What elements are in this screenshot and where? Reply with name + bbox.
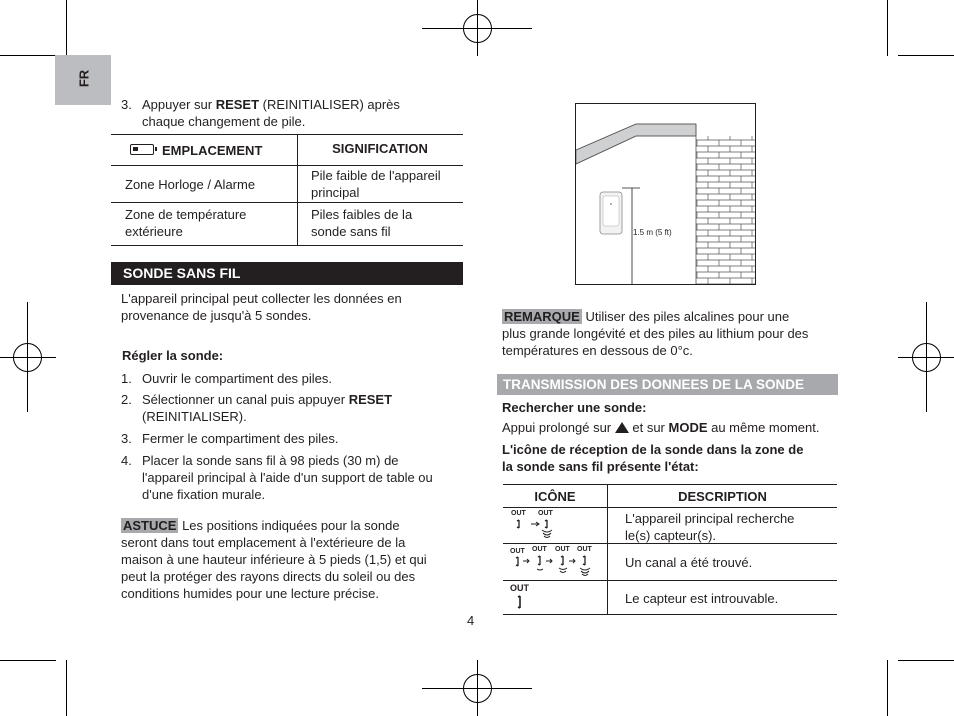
table-cell: Piles faibles de la sonde sans fil: [311, 207, 413, 239]
table-cell: Un canal a été trouvé.: [625, 555, 753, 570]
house-wall-drawing: [576, 104, 756, 285]
sensor-placement-illustration: [575, 103, 756, 285]
height-label: 1.5 m (5 ft): [633, 228, 672, 237]
section-header-wireless: SONDE SANS FIL: [111, 262, 463, 285]
registration-circle: [13, 343, 42, 372]
tip-tag: ASTUCE: [123, 518, 177, 533]
language-tab: [55, 55, 111, 105]
crop-mark: [66, 660, 67, 716]
searching-signal-icon: OUT OUT: [509, 510, 569, 540]
note-tag: REMARQUE: [504, 309, 580, 324]
battery-icon: [130, 144, 154, 155]
table-cell: Le capteur est introuvable.: [625, 591, 779, 606]
crop-mark: [66, 0, 67, 56]
column-header-icon: ICÔNE: [534, 489, 576, 504]
intro-text: L'appareil principal peut collecter les données en provenance de jusqu'à 5 sondes.: [121, 291, 402, 323]
table-cell: L'appareil principal recherche le(s) capteur(s).: [625, 511, 795, 543]
setup-step-3: 3. Fermer le compartiment des piles.: [121, 431, 339, 446]
search-text: Appui prolongé sur et sur MODE au même moment.: [502, 420, 820, 435]
column-header-location: EMPLACEMENT: [162, 143, 263, 158]
column-header-meaning: SIGNIFICATION: [332, 141, 428, 156]
crop-mark: [0, 55, 56, 56]
language-tab-label: FR: [76, 69, 92, 88]
step-3: 3. Appuyer sur RESET (REINITIALISER) après chaque changement de pile.: [121, 97, 400, 129]
table-cell: Zone de température extérieure: [125, 207, 247, 239]
setup-step-2: 2. Sélectionner un canal puis appuyer RESET (REINITIALISER).: [121, 392, 393, 424]
up-arrow-icon: [615, 422, 629, 433]
battery-table: [111, 134, 463, 246]
crop-mark: [887, 0, 888, 56]
page-number: 4: [467, 613, 475, 628]
section-header-transmission: TRANSMISSION DES DONNEES DE LA SONDE: [497, 374, 838, 395]
tip-block: ASTUCE Les positions indiquées pour la sonde seront dans tout emplacement à l'extérieure de la maison à une hauteur inférieure à 5 pieds (1,5) et qui peut la protéger des rayons directs du soleil ou des conditions humides pour une lecture précise.: [121, 518, 427, 601]
sensor-not-found-icon: OUT: [509, 583, 549, 613]
note-block: REMARQUE Utiliser des piles alcalines pour une plus grande longévité et des piles au lithium pour des températures en dessous de 0°c.: [502, 309, 809, 358]
setup-step-1: 1. Ouvrir le compartiment des piles.: [121, 371, 333, 386]
setup-title: Régler la sonde:: [122, 348, 224, 363]
registration-circle: [463, 674, 492, 703]
registration-circle: [912, 343, 941, 372]
registration-circle: [463, 14, 492, 43]
icon-table: [503, 484, 837, 615]
channel-found-icon: OUT OUT OUT OUT: [509, 546, 605, 578]
crop-mark: [0, 660, 56, 661]
table-cell: Zone Horloge / Alarme: [125, 177, 256, 192]
crop-mark: [887, 660, 888, 716]
column-header-description: DESCRIPTION: [678, 489, 767, 504]
table-cell: Pile faible de l'appareil principal: [311, 168, 441, 200]
setup-step-4: 4. Placer la sonde sans fil à 98 pieds (30 m) de l'appareil principal à l'aide d'un support de table ou d'une fixation murale.: [121, 453, 433, 502]
crop-mark: [898, 55, 954, 56]
crop-mark: [898, 660, 954, 661]
search-title: Rechercher une sonde:: [502, 400, 647, 415]
reception-title: L'icône de réception de la sonde dans la zone de la sonde sans fil présente l'état:: [502, 442, 804, 474]
